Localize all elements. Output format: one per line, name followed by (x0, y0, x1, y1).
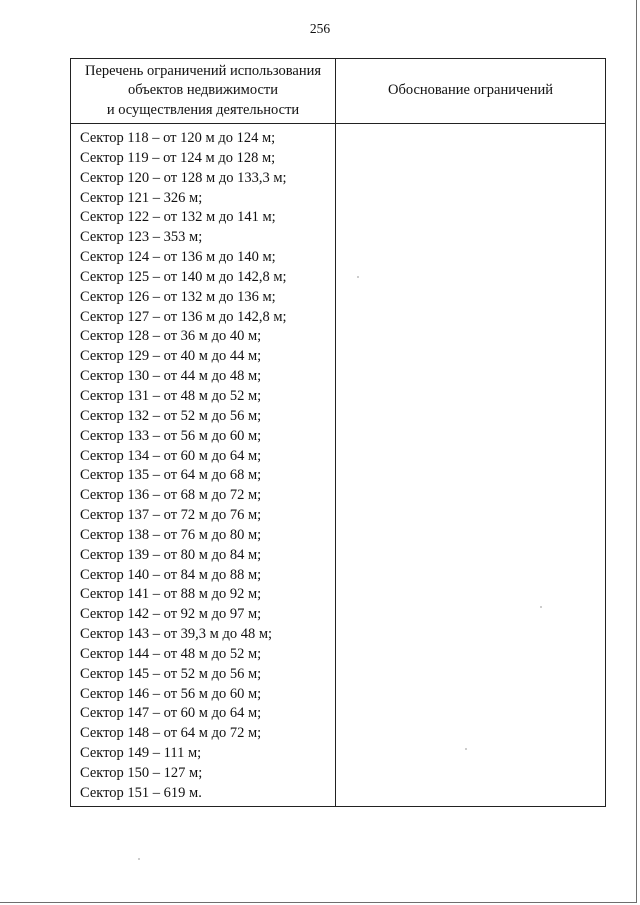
list-item: Сектор 133 – от 56 м до 60 м; (80, 427, 262, 444)
table-row (71, 124, 606, 807)
list-item: Сектор 145 – от 52 м до 56 м; (80, 665, 262, 682)
header-restrictions-list (71, 59, 336, 124)
list-item: Сектор 139 – от 80 м до 84 м; (80, 546, 262, 563)
list-item: Сектор 124 – от 136 м до 140 м; (80, 249, 276, 266)
list-item: Сектор 149 – 111 м; (80, 745, 202, 762)
list-item: Сектор 148 – от 64 м до 72 м; (80, 725, 262, 742)
list-item: Сектор 136 – от 68 м до 72 м; (80, 487, 262, 504)
list-item: Сектор 151 – 619 м. (80, 784, 202, 801)
header-line: объектов недвижимости (127, 82, 278, 99)
list-item: Сектор 125 – от 140 м до 142,8 м; (80, 268, 287, 285)
list-item: Сектор 123 – 353 м; (80, 229, 203, 246)
list-item: Сектор 143 – от 39,3 м до 48 м; (80, 626, 273, 643)
list-item: Сектор 141 – от 88 м до 92 м; (80, 586, 262, 603)
list-item: Сектор 119 – от 124 м до 128 м; (80, 149, 276, 166)
list-item: Сектор 142 – от 92 м до 97 м; (80, 606, 262, 623)
justification-cell (336, 124, 606, 807)
header-line: Перечень ограничений использования (84, 62, 322, 79)
list-item: Сектор 121 – 326 м; (80, 189, 203, 206)
header-line: и осуществления деятельности (106, 101, 300, 118)
list-item: Сектор 131 – от 48 м до 52 м; (80, 387, 262, 404)
list-item: Сектор 134 – от 60 м до 64 м; (80, 447, 262, 464)
scan-speck (540, 606, 542, 608)
scan-speck (138, 858, 140, 860)
list-item: Сектор 135 – от 64 м до 68 м; (80, 467, 262, 484)
list-item: Сектор 122 – от 132 м до 141 м; (80, 209, 276, 226)
list-item: Сектор 132 – от 52 м до 56 м; (80, 407, 262, 424)
scan-speck (465, 748, 467, 750)
list-item: Сектор 150 – 127 м; (80, 765, 203, 781)
page-number: 256 (309, 21, 331, 36)
list-item: Сектор 144 – от 48 м до 52 м; (80, 645, 262, 662)
restrictions-table (70, 58, 606, 807)
list-item: Сектор 118 – от 120 м до 124 м; (80, 130, 276, 146)
list-item: Сектор 126 – от 132 м до 136 м; (80, 288, 276, 305)
list-item: Сектор 129 – от 40 м до 44 м; (80, 348, 262, 365)
sectors-cell (71, 124, 336, 807)
list-item: Сектор 120 – от 128 м до 133,3 м; (80, 169, 287, 186)
list-item: Сектор 128 – от 36 м до 40 м; (80, 328, 262, 345)
list-item: Сектор 127 – от 136 м до 142,8 м; (80, 308, 287, 325)
list-item: Сектор 138 – от 76 м до 80 м; (80, 526, 262, 543)
list-item: Сектор 130 – от 44 м до 48 м; (80, 368, 262, 385)
table-header-row (71, 59, 606, 124)
list-item: Сектор 147 – от 60 м до 64 м; (80, 705, 262, 722)
list-item: Сектор 137 – от 72 м до 76 м; (80, 507, 262, 524)
scan-speck (357, 276, 359, 278)
list-item: Сектор 140 – от 84 м до 88 м; (80, 566, 262, 583)
sector-list (71, 124, 335, 806)
header-justification: Обоснование ограничений (336, 59, 606, 124)
list-item: Сектор 146 – от 56 м до 60 м; (80, 685, 262, 702)
